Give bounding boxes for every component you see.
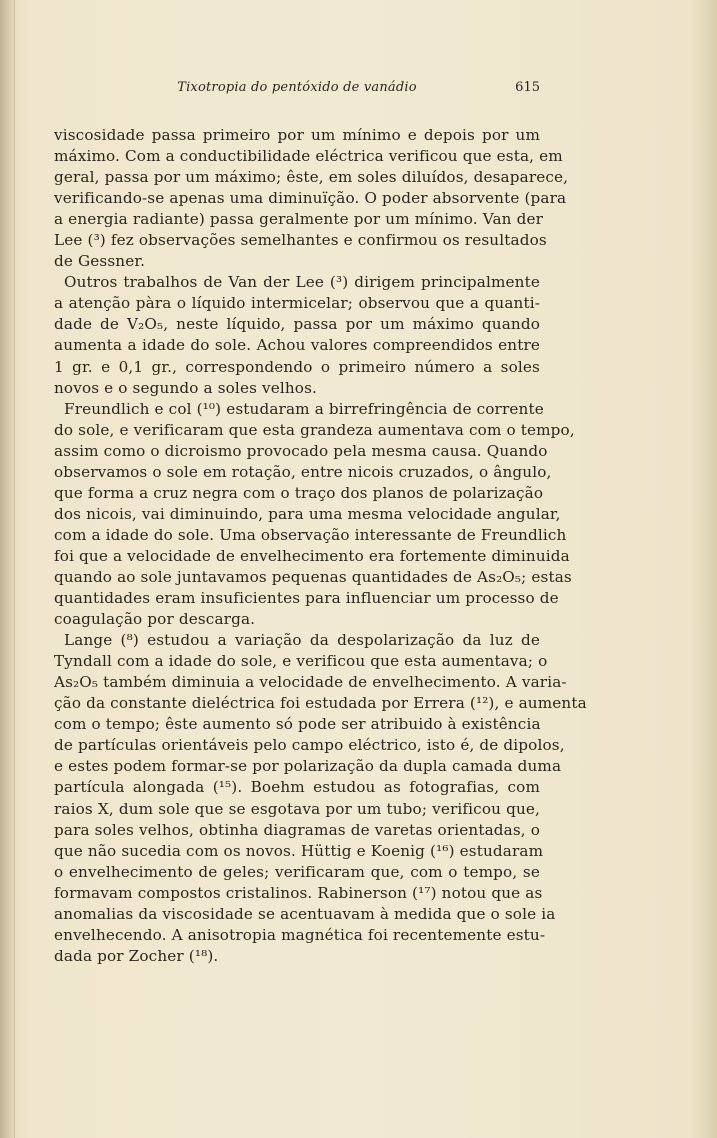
text-line: dade de V₂O₅, neste líquido, passa por um máximo quando bbox=[54, 315, 540, 334]
text-line: Freundlich e col (¹⁰) estudaram a birrefringência de corrente bbox=[64, 399, 544, 418]
text-line: viscosidade passa primeiro por um mínimo e depois por um bbox=[54, 126, 540, 144]
text-line: de partículas orientáveis pelo campo eléctrico, isto é, de dipolos, bbox=[54, 736, 565, 755]
text-line: geral, passa por um máximo; êste, em soles diluídos, desaparece, bbox=[54, 168, 569, 187]
text-line: e estes podem formar-se por polarização da dupla camada duma bbox=[54, 757, 562, 776]
text-line: raios X, dum sole que se esgotava por um tubo; verificou que, bbox=[54, 799, 540, 818]
text-line: formavam compostos cristalinos. Rabinerson (¹⁷) notou que as bbox=[54, 883, 543, 902]
text-line: 1 gr. e 0,1 gr., correspondendo o primeiro número a soles bbox=[54, 357, 540, 376]
page-header bbox=[54, 80, 540, 100]
text-line: com o tempo; êste aumento só pode ser atribuido à existência bbox=[54, 715, 541, 734]
body-text bbox=[54, 125, 587, 967]
text-line: ção da constante dieléctrica foi estudada por Errera (¹²), e aumenta bbox=[54, 694, 587, 713]
text-line: dada por Zocher (¹⁸). bbox=[54, 946, 219, 965]
text-line: assim como o dicroismo provocado pela mesma causa. Quando bbox=[54, 441, 548, 460]
text-line: verificando-se apenas uma diminuïção. O poder absorvente (para bbox=[54, 189, 567, 208]
text-line: Tyndall com a idade do sole, e verificou que esta aumentava; o bbox=[54, 652, 548, 671]
text-line: envelhecendo. A anisotropia magnética foi recentemente estu- bbox=[54, 925, 546, 944]
running-title: Tixotropia do pentóxido de vanádio bbox=[177, 80, 417, 95]
text-line: quando ao sole juntavamos pequenas quantidades de As₂O₅; estas bbox=[54, 567, 572, 586]
text-line: de Gessner. bbox=[54, 252, 146, 271]
text-line: Lee (³) fez observações semelhantes e confirmou os resultados bbox=[54, 231, 547, 250]
text-line: que não sucedia com os novos. Hüttig e Koenig (¹⁶) estudaram bbox=[54, 841, 544, 860]
text-line: quantidades eram insuficientes para influenciar um processo de bbox=[54, 589, 559, 608]
text-line: para soles velhos, obtinha diagramas de varetas orientadas, o bbox=[54, 820, 541, 839]
text-line: As₂O₅ também diminuia a velocidade de envelhecimento. A varia- bbox=[54, 673, 567, 692]
text-line: anomalias da viscosidade se acentuavam à medida que o sole ia bbox=[54, 904, 556, 923]
text-line: observamos o sole em rotação, entre nicois cruzados, o ângulo, bbox=[54, 462, 552, 481]
text-line: dos nicois, vai diminuindo, para uma mesma velocidade angular, bbox=[54, 504, 561, 523]
text-line: a energia radiante) passa geralmente por um mínimo. Van der bbox=[54, 210, 544, 229]
text-line: Lange (⁸) estudou a variação da despolarização da luz de bbox=[64, 631, 540, 650]
text-line: novos e o segundo a soles velhos. bbox=[54, 378, 318, 397]
text-line: partícula alongada (¹⁵). Boehm estudou as fotografias, com bbox=[54, 778, 540, 797]
page-number: 615 bbox=[515, 80, 540, 95]
text-line: aumenta a idade do sole. Achou valores compreendidos entre bbox=[54, 336, 540, 355]
page-gutter-line bbox=[14, 0, 15, 1138]
text-line: que forma a cruz negra com o traço dos planos de polarização bbox=[54, 483, 544, 502]
text-line: do sole, e verificaram que esta grandeza aumentava com o tempo, bbox=[54, 420, 575, 439]
text-line: o envelhecimento de geles; verificaram que, com o tempo, se bbox=[54, 862, 540, 881]
text-line: coagulação por descarga. bbox=[54, 610, 256, 629]
text-line: foi que a velocidade de envelhecimento era fortemente diminuida bbox=[54, 546, 570, 565]
text-line: com a idade do sole. Uma observação interessante de Freundlich bbox=[54, 525, 567, 544]
text-line: a atenção pàra o líquido intermicelar; observou que a quanti- bbox=[54, 294, 540, 313]
text-line: máximo. Com a conductibilidade eléctrica verificou que esta, em bbox=[54, 147, 563, 166]
text-line: Outros trabalhos de Van der Lee (³) dirigem principalmente bbox=[64, 273, 540, 292]
